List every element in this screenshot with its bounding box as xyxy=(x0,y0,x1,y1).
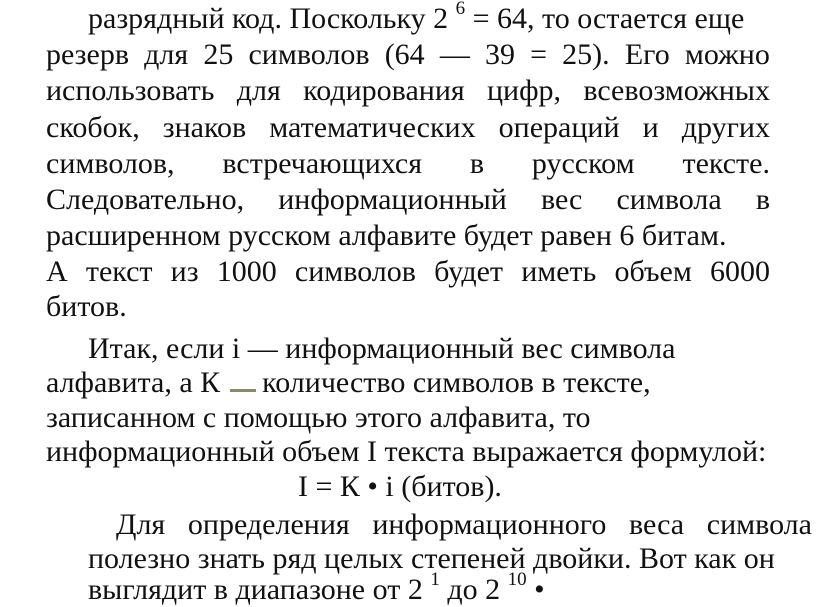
word: = xyxy=(530,38,548,71)
bullet-symbol: • xyxy=(534,573,545,606)
paragraph1-line8 xyxy=(46,255,770,289)
formula-text: I = К • i (битов). xyxy=(298,470,502,503)
text-segment: информационный объем I текста выражается формулой: xyxy=(46,435,767,468)
paragraph1-line5 xyxy=(46,147,770,181)
word: операций xyxy=(498,111,620,144)
word: символа xyxy=(706,508,812,541)
word: в xyxy=(469,147,485,180)
paragraph1-line4 xyxy=(46,111,770,145)
word: Его xyxy=(624,38,670,71)
word: объем xyxy=(614,255,692,288)
word: встречающихся xyxy=(222,147,422,180)
word: символа xyxy=(616,183,722,216)
text-segment: записанном с помощью этого алфавита, то xyxy=(46,401,591,434)
text-segment: = 64, то остается еще xyxy=(472,2,745,35)
superscript: 6 xyxy=(455,0,466,19)
paragraph1-line6 xyxy=(46,183,770,217)
word: резерв xyxy=(46,38,130,71)
word: для xyxy=(144,38,189,71)
word: вес xyxy=(540,183,583,216)
underline-mark xyxy=(230,383,256,392)
text-segment: битов. xyxy=(46,290,127,323)
superscript: 10 xyxy=(507,569,527,590)
word: тексте. xyxy=(682,147,770,180)
superscript: 1 xyxy=(430,569,440,590)
word: математических xyxy=(269,111,476,144)
word: иметь xyxy=(521,255,597,288)
paragraph2-line2 xyxy=(46,366,651,400)
word: цифр, xyxy=(487,74,562,107)
paragraph2-line1 xyxy=(88,332,675,366)
word: знаков xyxy=(162,111,247,144)
word: информационного xyxy=(372,508,607,541)
word: и xyxy=(642,111,659,144)
word: символов xyxy=(248,38,370,71)
text-segment: Итак, если i — информационный вес символа xyxy=(88,332,676,365)
word: 1000 xyxy=(216,255,277,288)
word: скобок, xyxy=(46,111,140,144)
text-segment: расширенном русском алфавите будет равен 6 битам. xyxy=(46,219,727,252)
word: символов xyxy=(294,255,416,288)
word: текст xyxy=(85,255,153,288)
text-segment: количество символов в тексте, xyxy=(262,366,651,399)
text-segment: выглядит в диапазоне от 2 xyxy=(88,573,423,606)
word: определения xyxy=(187,508,350,541)
paragraph3-line1 xyxy=(116,508,812,542)
paragraph1-line7 xyxy=(46,219,726,253)
word: информационный xyxy=(278,183,507,216)
word: 6000 xyxy=(710,255,770,288)
word: для xyxy=(236,74,281,107)
word: 39 xyxy=(484,38,515,71)
paragraph1-line1 xyxy=(88,2,744,36)
paragraph1-line9 xyxy=(46,290,127,324)
word: Для xyxy=(116,508,166,541)
word: всевозможных xyxy=(583,74,770,107)
paragraph1-line2 xyxy=(46,38,770,72)
text-segment: алфавита, а К xyxy=(46,366,221,399)
formula xyxy=(298,470,502,504)
word: (64 xyxy=(384,38,425,71)
word: можно xyxy=(684,38,770,71)
word: других xyxy=(681,111,770,144)
text-segment: полезно знать ряд целых степеней двойки. Вот как он xyxy=(88,542,775,575)
text-segment: разрядный код. Поскольку 2 xyxy=(88,2,449,35)
word: веса xyxy=(629,508,685,541)
word: русском xyxy=(531,147,635,180)
paragraph2-line3 xyxy=(46,401,591,435)
word: А xyxy=(46,255,68,288)
word: — xyxy=(439,38,470,71)
word: Следовательно, xyxy=(46,183,245,216)
paragraph3-line3 xyxy=(88,569,545,607)
paragraph1-line3 xyxy=(46,74,770,108)
word: в xyxy=(755,183,770,216)
word: 25 xyxy=(203,38,234,71)
word: использовать xyxy=(46,74,215,107)
paragraph2-line4 xyxy=(46,435,766,469)
text-segment: до 2 xyxy=(447,573,501,606)
word: 25). xyxy=(562,38,610,71)
word: кодирования xyxy=(303,74,465,107)
word: из xyxy=(170,255,199,288)
word: символов, xyxy=(46,147,175,180)
word: будет xyxy=(434,255,504,288)
